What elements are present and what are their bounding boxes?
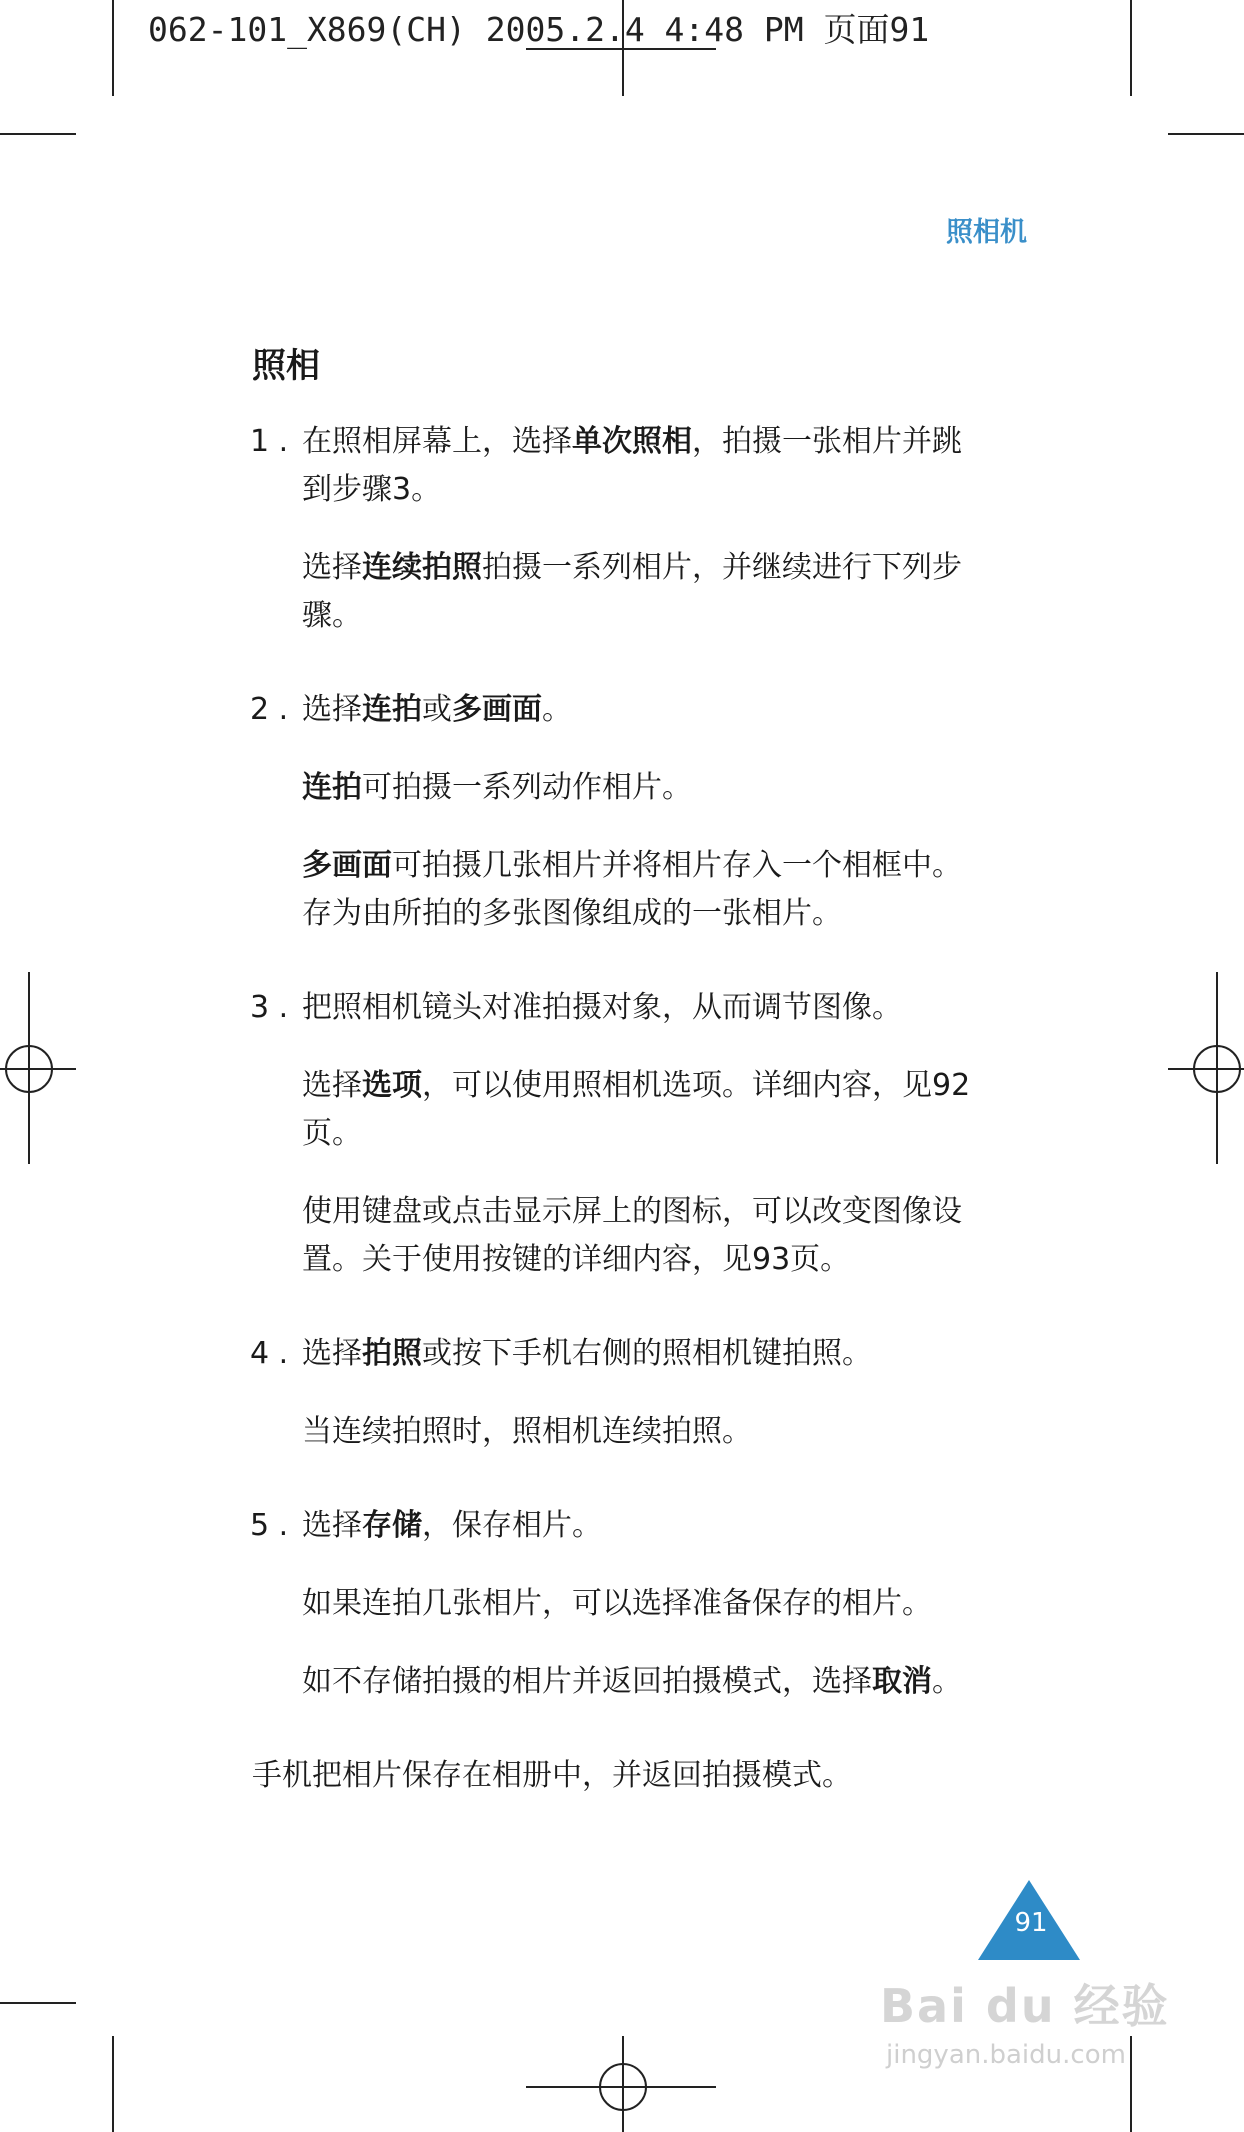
watermark-logo: Bai du 经验 (880, 1979, 1170, 2033)
step-2 (250, 686, 1030, 734)
step-text: 选择拍照或按下手机右侧的照相机键拍照。 (302, 1336, 872, 1371)
crop-mark (0, 2002, 76, 2004)
step-note: 如不存储拍摄的相片并返回拍摄模式，选择取消。 (302, 1664, 962, 1699)
page-number: 91 (1014, 1908, 1048, 1938)
crop-mark (112, 2036, 114, 2132)
step-note: 多画面可拍摄几张相片并将相片存入一个相框中。 存为由所拍的多张图像组成的一张相片。 (302, 848, 962, 931)
crop-mark (1130, 0, 1132, 96)
crop-mark (0, 133, 76, 135)
step-number: 4 . (250, 1336, 289, 1371)
registration-mark (598, 2062, 648, 2112)
crop-mark (1168, 133, 1244, 135)
step-4 (250, 1330, 1030, 1378)
section-title: 照相 (252, 346, 320, 386)
print-header: 062-101_X869(CH) 2005.2.4 4:48 PM 页面91 (148, 10, 930, 49)
crop-mark (1130, 2036, 1132, 2132)
step-text: 在照相屏幕上，选择单次照相，拍摄一张相片并跳 (302, 424, 962, 459)
registration-mark (1192, 1044, 1242, 1094)
step-1 (250, 418, 1030, 514)
step-note: 如果连拍几张相片，可以选择准备保存的相片。 (302, 1586, 932, 1621)
step-text: 到步骤3。 (302, 472, 442, 507)
step-number: 3 . (250, 990, 289, 1025)
registration-mark (4, 1044, 54, 1094)
step-note: 选择连续拍照拍摄一系列相片，并继续进行下列步 骤。 (302, 550, 962, 633)
step-note: 当连续拍照时，照相机连续拍照。 (302, 1414, 752, 1449)
step-5 (250, 1502, 1030, 1550)
step-note: 选择选项，可以使用照相机选项。详细内容，见92 页。 (302, 1068, 971, 1151)
step-text: 选择连拍或多画面。 (302, 692, 572, 727)
conclusion-text: 手机把相片保存在相册中，并返回拍摄模式。 (252, 1758, 852, 1793)
step-text: 选择存储，保存相片。 (302, 1508, 602, 1543)
step-number: 1 . (250, 424, 289, 459)
step-3 (250, 984, 1030, 1032)
watermark-url: jingyan.baidu.com (886, 2040, 1126, 2070)
step-note: 连拍可拍摄一系列动作相片。 (302, 770, 692, 805)
step-number: 5 . (250, 1508, 289, 1543)
running-title: 照相机 (946, 217, 1027, 248)
instruction-list (250, 418, 1030, 1706)
step-number: 2 . (250, 692, 289, 727)
step-note: 使用键盘或点击显示屏上的图标，可以改变图像设 置。关于使用按键的详细内容，见93页。 (302, 1194, 962, 1277)
crop-mark (112, 0, 114, 96)
step-text: 把照相机镜头对准拍摄对象，从而调节图像。 (302, 990, 902, 1025)
